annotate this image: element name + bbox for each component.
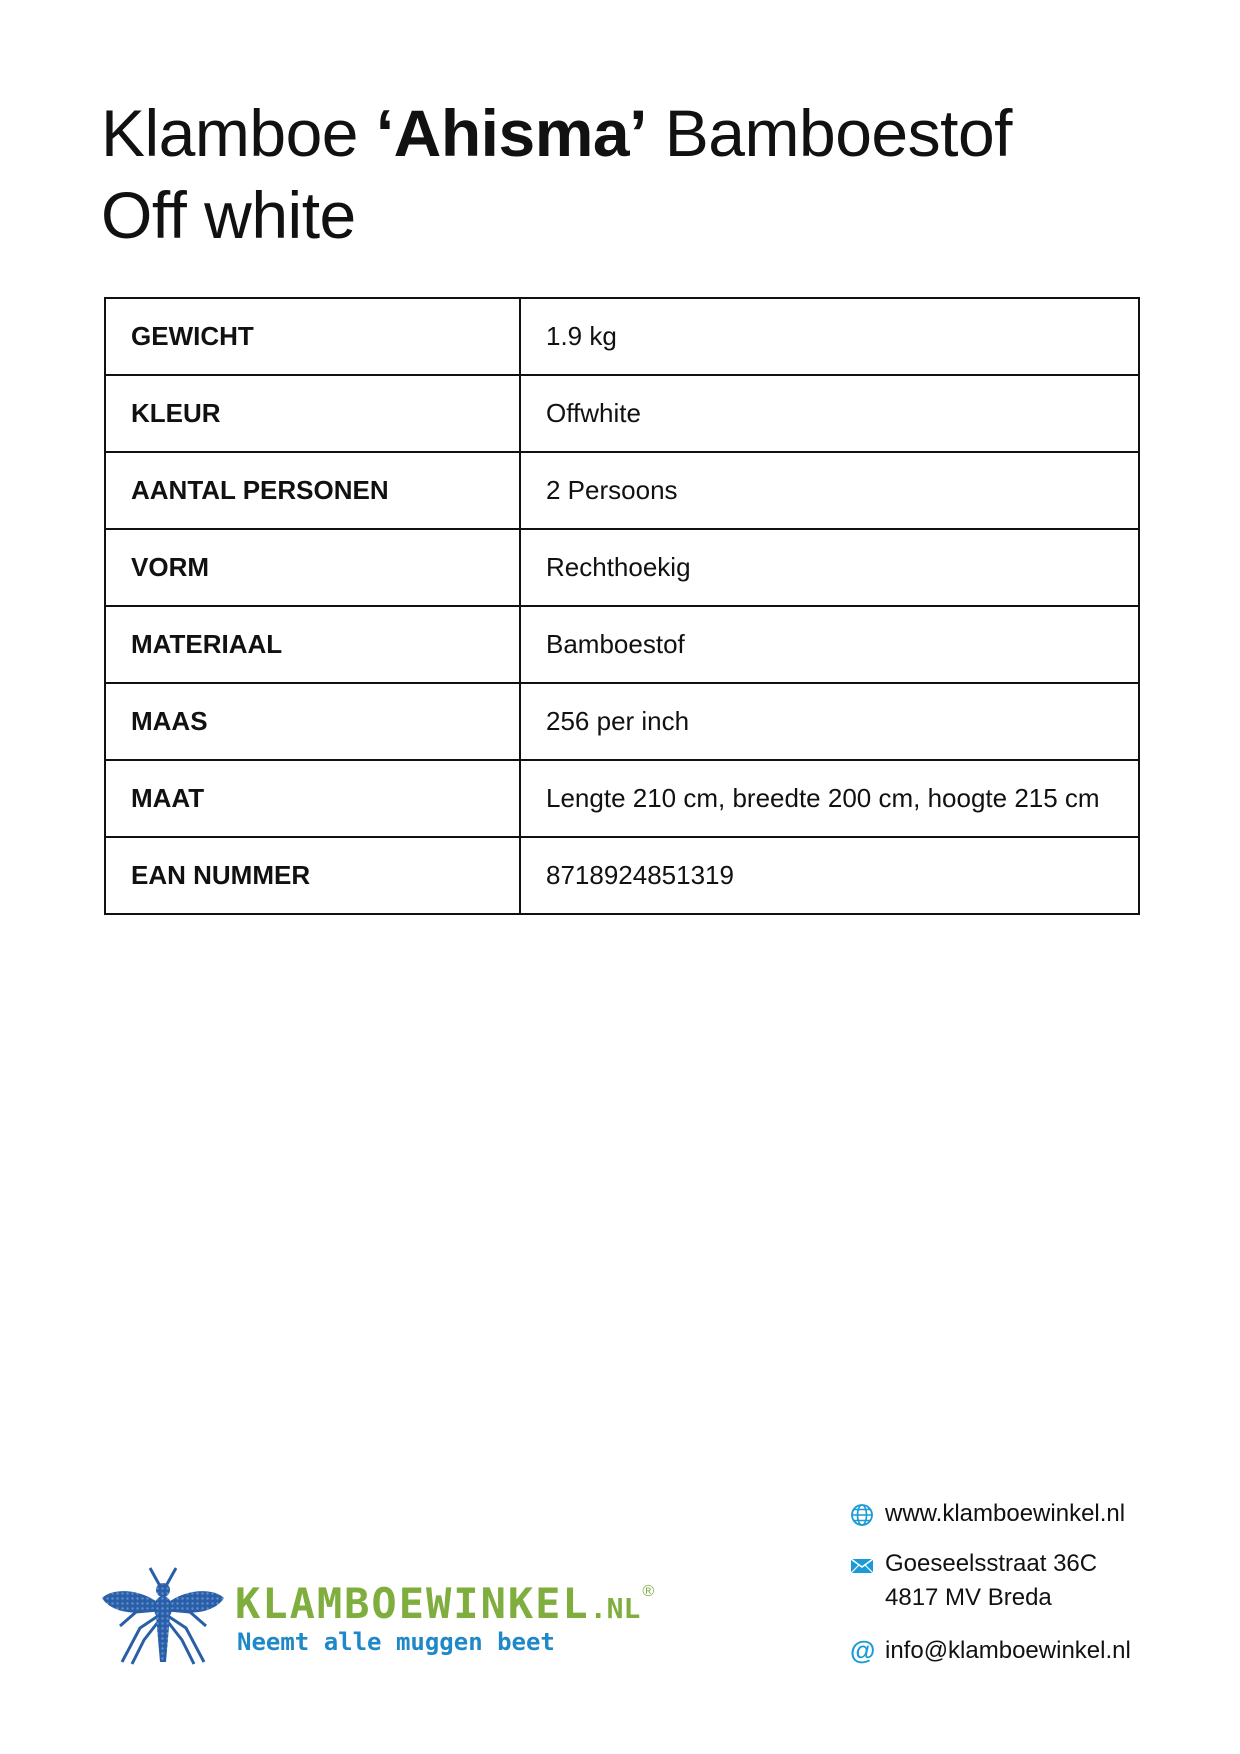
spec-value: Lengte 210 cm, breedte 200 cm, hoogte 215 cm — [520, 760, 1139, 837]
table-row — [105, 452, 1139, 529]
klamboewinkel-logo — [100, 1566, 660, 1666]
envelope-icon — [850, 1554, 874, 1578]
spec-value: 8718924851319 — [520, 837, 1139, 914]
title-suffix: Bamboestof — [664, 96, 1012, 170]
spec-value: Bamboestof — [520, 606, 1139, 683]
logo-tagline: Neemt alle muggen beet — [237, 1628, 555, 1656]
spec-label: MAAT — [105, 760, 520, 837]
title-model: ‘Ahisma’ — [375, 96, 647, 170]
spec-label: MATERIAAL — [105, 606, 520, 683]
spec-label: VORM — [105, 529, 520, 606]
at-icon: @ — [850, 1635, 876, 1665]
table-row — [105, 760, 1139, 837]
website-link[interactable]: www.klamboewinkel.nl — [885, 1500, 1126, 1527]
globe-icon — [850, 1503, 874, 1527]
address-line2: 4817 MV Breda — [885, 1584, 1052, 1611]
logo-wordmark — [235, 1579, 655, 1631]
table-row — [105, 683, 1139, 760]
spec-value: Rechthoekig — [520, 529, 1139, 606]
logo-registered: ® — [642, 1583, 655, 1600]
spec-label: EAN NUMMER — [105, 837, 520, 914]
table-row — [105, 375, 1139, 452]
spec-value: Offwhite — [520, 375, 1139, 452]
address-line1: Goeseelsstraat 36C — [885, 1550, 1098, 1577]
title-prefix: Klamboe — [101, 96, 358, 170]
title-line2: Off white — [101, 178, 356, 252]
contact-website — [850, 1497, 1150, 1531]
spec-label: AANTAL PERSONEN — [105, 452, 520, 529]
logo-brand: KLAMBOEWINKEL — [235, 1579, 590, 1628]
spec-value: 2 Persoons — [520, 452, 1139, 529]
table-row — [105, 837, 1139, 914]
page-title — [101, 92, 1012, 256]
spec-label: KLEUR — [105, 375, 520, 452]
spec-label: GEWICHT — [105, 298, 520, 375]
logo-tld: .NL — [589, 1592, 641, 1625]
mosquito-icon — [102, 1568, 224, 1664]
spec-value: 1.9 kg — [520, 298, 1139, 375]
contact-address — [850, 1547, 1150, 1617]
table-row — [105, 529, 1139, 606]
contact-email — [850, 1634, 1150, 1668]
spec-value: 256 per inch — [520, 683, 1139, 760]
table-row — [105, 606, 1139, 683]
email-link[interactable]: info@klamboewinkel.nl — [885, 1637, 1131, 1664]
table-row — [105, 298, 1139, 375]
specs-table — [104, 297, 1140, 915]
spec-label: MAAS — [105, 683, 520, 760]
